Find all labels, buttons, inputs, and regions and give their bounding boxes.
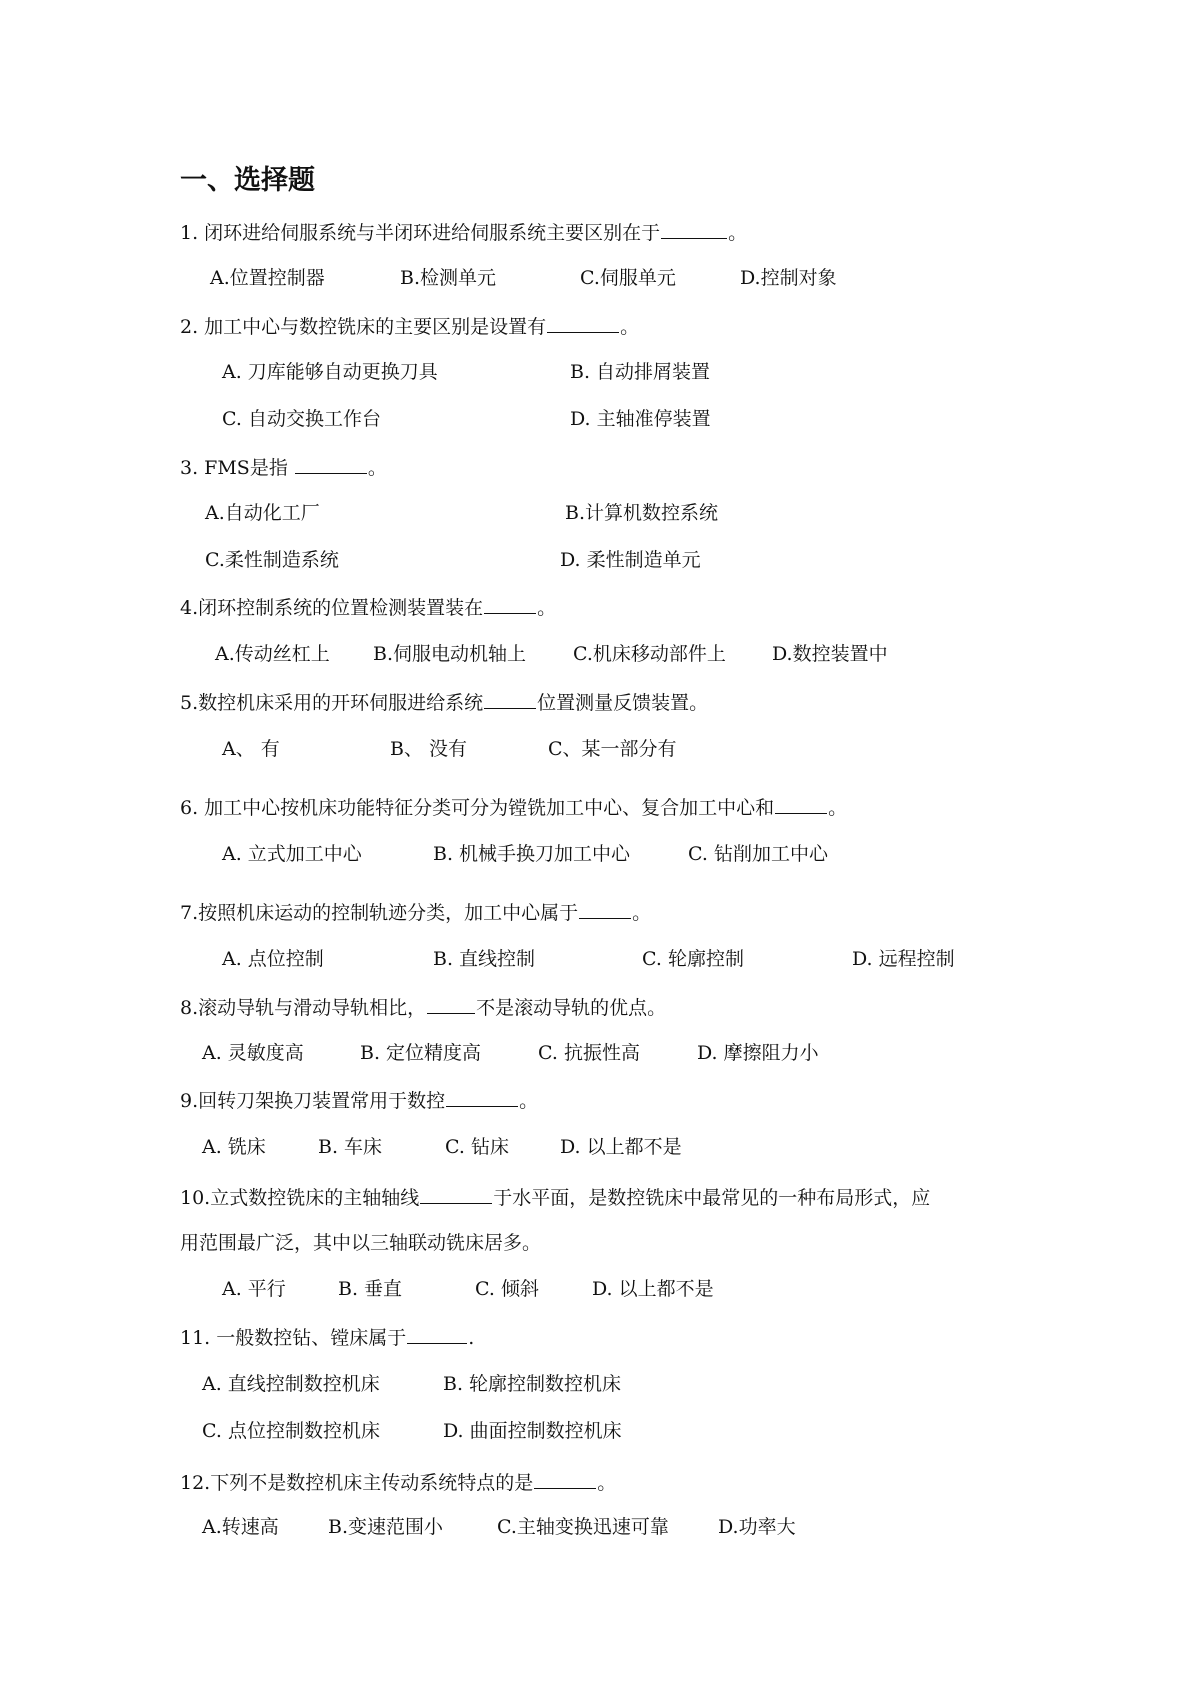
answer-blank xyxy=(446,1088,518,1107)
option-d: D. 主轴准停装置 xyxy=(570,408,711,430)
option-b: B.检测单元 xyxy=(400,267,497,289)
answer-blank xyxy=(295,455,367,474)
option-a: A. 灵敏度高 xyxy=(202,1042,304,1064)
option-a: A.转速高 xyxy=(202,1516,279,1538)
option-a: A、 有 xyxy=(222,738,280,760)
option-a: A. 刀库能够自动更换刀具 xyxy=(222,361,438,383)
question-7 xyxy=(180,900,651,925)
question-text-end: 于水平面，是数控铣床中最常见的一种布局形式，应 xyxy=(493,1187,931,1209)
answer-blank xyxy=(427,995,475,1014)
option-a: A. 平行 xyxy=(222,1278,286,1300)
answer-blank xyxy=(775,795,827,814)
option-c: C.伺服单元 xyxy=(580,267,676,289)
question-text-end: 。 xyxy=(597,1472,617,1494)
answer-blank xyxy=(547,314,619,333)
question-5 xyxy=(180,690,708,715)
answer-blank xyxy=(420,1185,492,1204)
question-10 xyxy=(180,1185,930,1210)
option-c: C.机床移动部件上 xyxy=(573,643,726,665)
question-text-end: 。 xyxy=(620,316,640,338)
option-b: B.变速范围小 xyxy=(328,1516,444,1538)
question-text: 9.回转刀架换刀装置常用于数控 xyxy=(180,1090,446,1112)
question-text-end: 。 xyxy=(728,222,748,244)
question-text: 6. 加工中心按机床功能特征分类可分为镗铣加工中心、复合加工中心和 xyxy=(180,797,775,819)
question-3 xyxy=(180,455,387,480)
question-text: 1. 闭环进给伺服系统与半闭环进给伺服系统主要区别在于 xyxy=(180,222,661,244)
option-d: D. 以上都不是 xyxy=(560,1136,682,1158)
option-a: A. 铣床 xyxy=(202,1136,266,1158)
question-text-end: 。 xyxy=(537,597,557,619)
answer-blank xyxy=(661,220,727,239)
option-d: D.功率大 xyxy=(718,1516,796,1538)
question-text: 8.滚动导轨与滑动导轨相比， xyxy=(180,997,427,1019)
answer-blank xyxy=(579,900,631,919)
option-a: A.传动丝杠上 xyxy=(215,643,330,665)
option-d: D. 远程控制 xyxy=(852,948,955,970)
option-b: B. 机械手换刀加工中心 xyxy=(433,843,631,865)
question-text-end: 位置测量反馈装置。 xyxy=(537,692,709,714)
answer-blank xyxy=(484,595,536,614)
question-text: 12.下列不是数控机床主传动系统特点的是 xyxy=(180,1472,534,1494)
question-11 xyxy=(180,1325,474,1350)
question-8 xyxy=(180,995,666,1020)
option-b: B. 车床 xyxy=(318,1136,383,1158)
question-text: 10.立式数控铣床的主轴轴线 xyxy=(180,1187,420,1209)
option-a: A. 点位控制 xyxy=(222,948,324,970)
option-c: C. 倾斜 xyxy=(475,1278,539,1300)
option-c: C. 钻床 xyxy=(445,1136,509,1158)
question-text-end: . xyxy=(468,1327,475,1349)
question-text: 7.按照机床运动的控制轨迹分类，加工中心属于 xyxy=(180,902,579,924)
question-4 xyxy=(180,595,556,620)
option-c: C. 钻削加工中心 xyxy=(688,843,828,865)
option-b: B. 直线控制 xyxy=(433,948,536,970)
option-c: C. 轮廓控制 xyxy=(642,948,744,970)
question-text-end: 。 xyxy=(367,457,387,479)
option-b: B、 没有 xyxy=(390,738,468,760)
option-a: A.自动化工厂 xyxy=(205,502,320,524)
option-c: C、某一部分有 xyxy=(548,738,677,760)
option-d: D. 摩擦阻力小 xyxy=(697,1042,819,1064)
question-text: 11. 一般数控钻、镗床属于 xyxy=(180,1327,407,1349)
question-2 xyxy=(180,314,639,339)
answer-blank xyxy=(484,690,536,709)
option-a: A. 直线控制数控机床 xyxy=(202,1373,380,1395)
option-d: D. 以上都不是 xyxy=(592,1278,714,1300)
option-b: B. 自动排屑装置 xyxy=(570,361,711,383)
option-b: B. 垂直 xyxy=(338,1278,403,1300)
question-1 xyxy=(180,220,747,245)
question-text: 4.闭环控制系统的位置检测装置装在 xyxy=(180,597,484,619)
option-c: C.主轴变换迅速可靠 xyxy=(497,1516,669,1538)
option-b: B. 定位精度高 xyxy=(360,1042,482,1064)
question-10-continuation: 用范围最广泛，其中以三轴联动铣床居多。 xyxy=(180,1232,542,1254)
question-text-end: 。 xyxy=(828,797,848,819)
question-12 xyxy=(180,1470,616,1495)
question-text-end: 不是滚动导轨的优点。 xyxy=(476,997,667,1019)
option-d: D.控制对象 xyxy=(740,267,837,289)
question-9 xyxy=(180,1088,538,1113)
option-d: D.数控装置中 xyxy=(772,643,888,665)
answer-blank xyxy=(534,1470,596,1489)
option-c: C. 点位控制数控机床 xyxy=(202,1420,380,1442)
option-b: B.伺服电动机轴上 xyxy=(373,643,527,665)
option-d: D. 曲面控制数控机床 xyxy=(443,1420,622,1442)
option-a: A. 立式加工中心 xyxy=(222,843,362,865)
question-text: 2. 加工中心与数控铣床的主要区别是设置有 xyxy=(180,316,547,338)
option-c: C. 抗振性高 xyxy=(538,1042,640,1064)
option-b: B.计算机数控系统 xyxy=(565,502,719,524)
question-text: 3. FMS是指 xyxy=(180,457,294,479)
option-c: C.柔性制造系统 xyxy=(205,549,339,571)
question-6 xyxy=(180,795,847,820)
question-text-end: 。 xyxy=(632,902,652,924)
question-text-end: 。 xyxy=(519,1090,539,1112)
option-a: A.位置控制器 xyxy=(210,267,325,289)
option-c: C. 自动交换工作台 xyxy=(222,408,381,430)
section-title: 一、选择题 xyxy=(180,165,315,196)
option-b: B. 轮廓控制数控机床 xyxy=(443,1373,622,1395)
option-d: D. 柔性制造单元 xyxy=(560,549,701,571)
question-text: 5.数控机床采用的开环伺服进给系统 xyxy=(180,692,484,714)
answer-blank xyxy=(407,1325,467,1344)
